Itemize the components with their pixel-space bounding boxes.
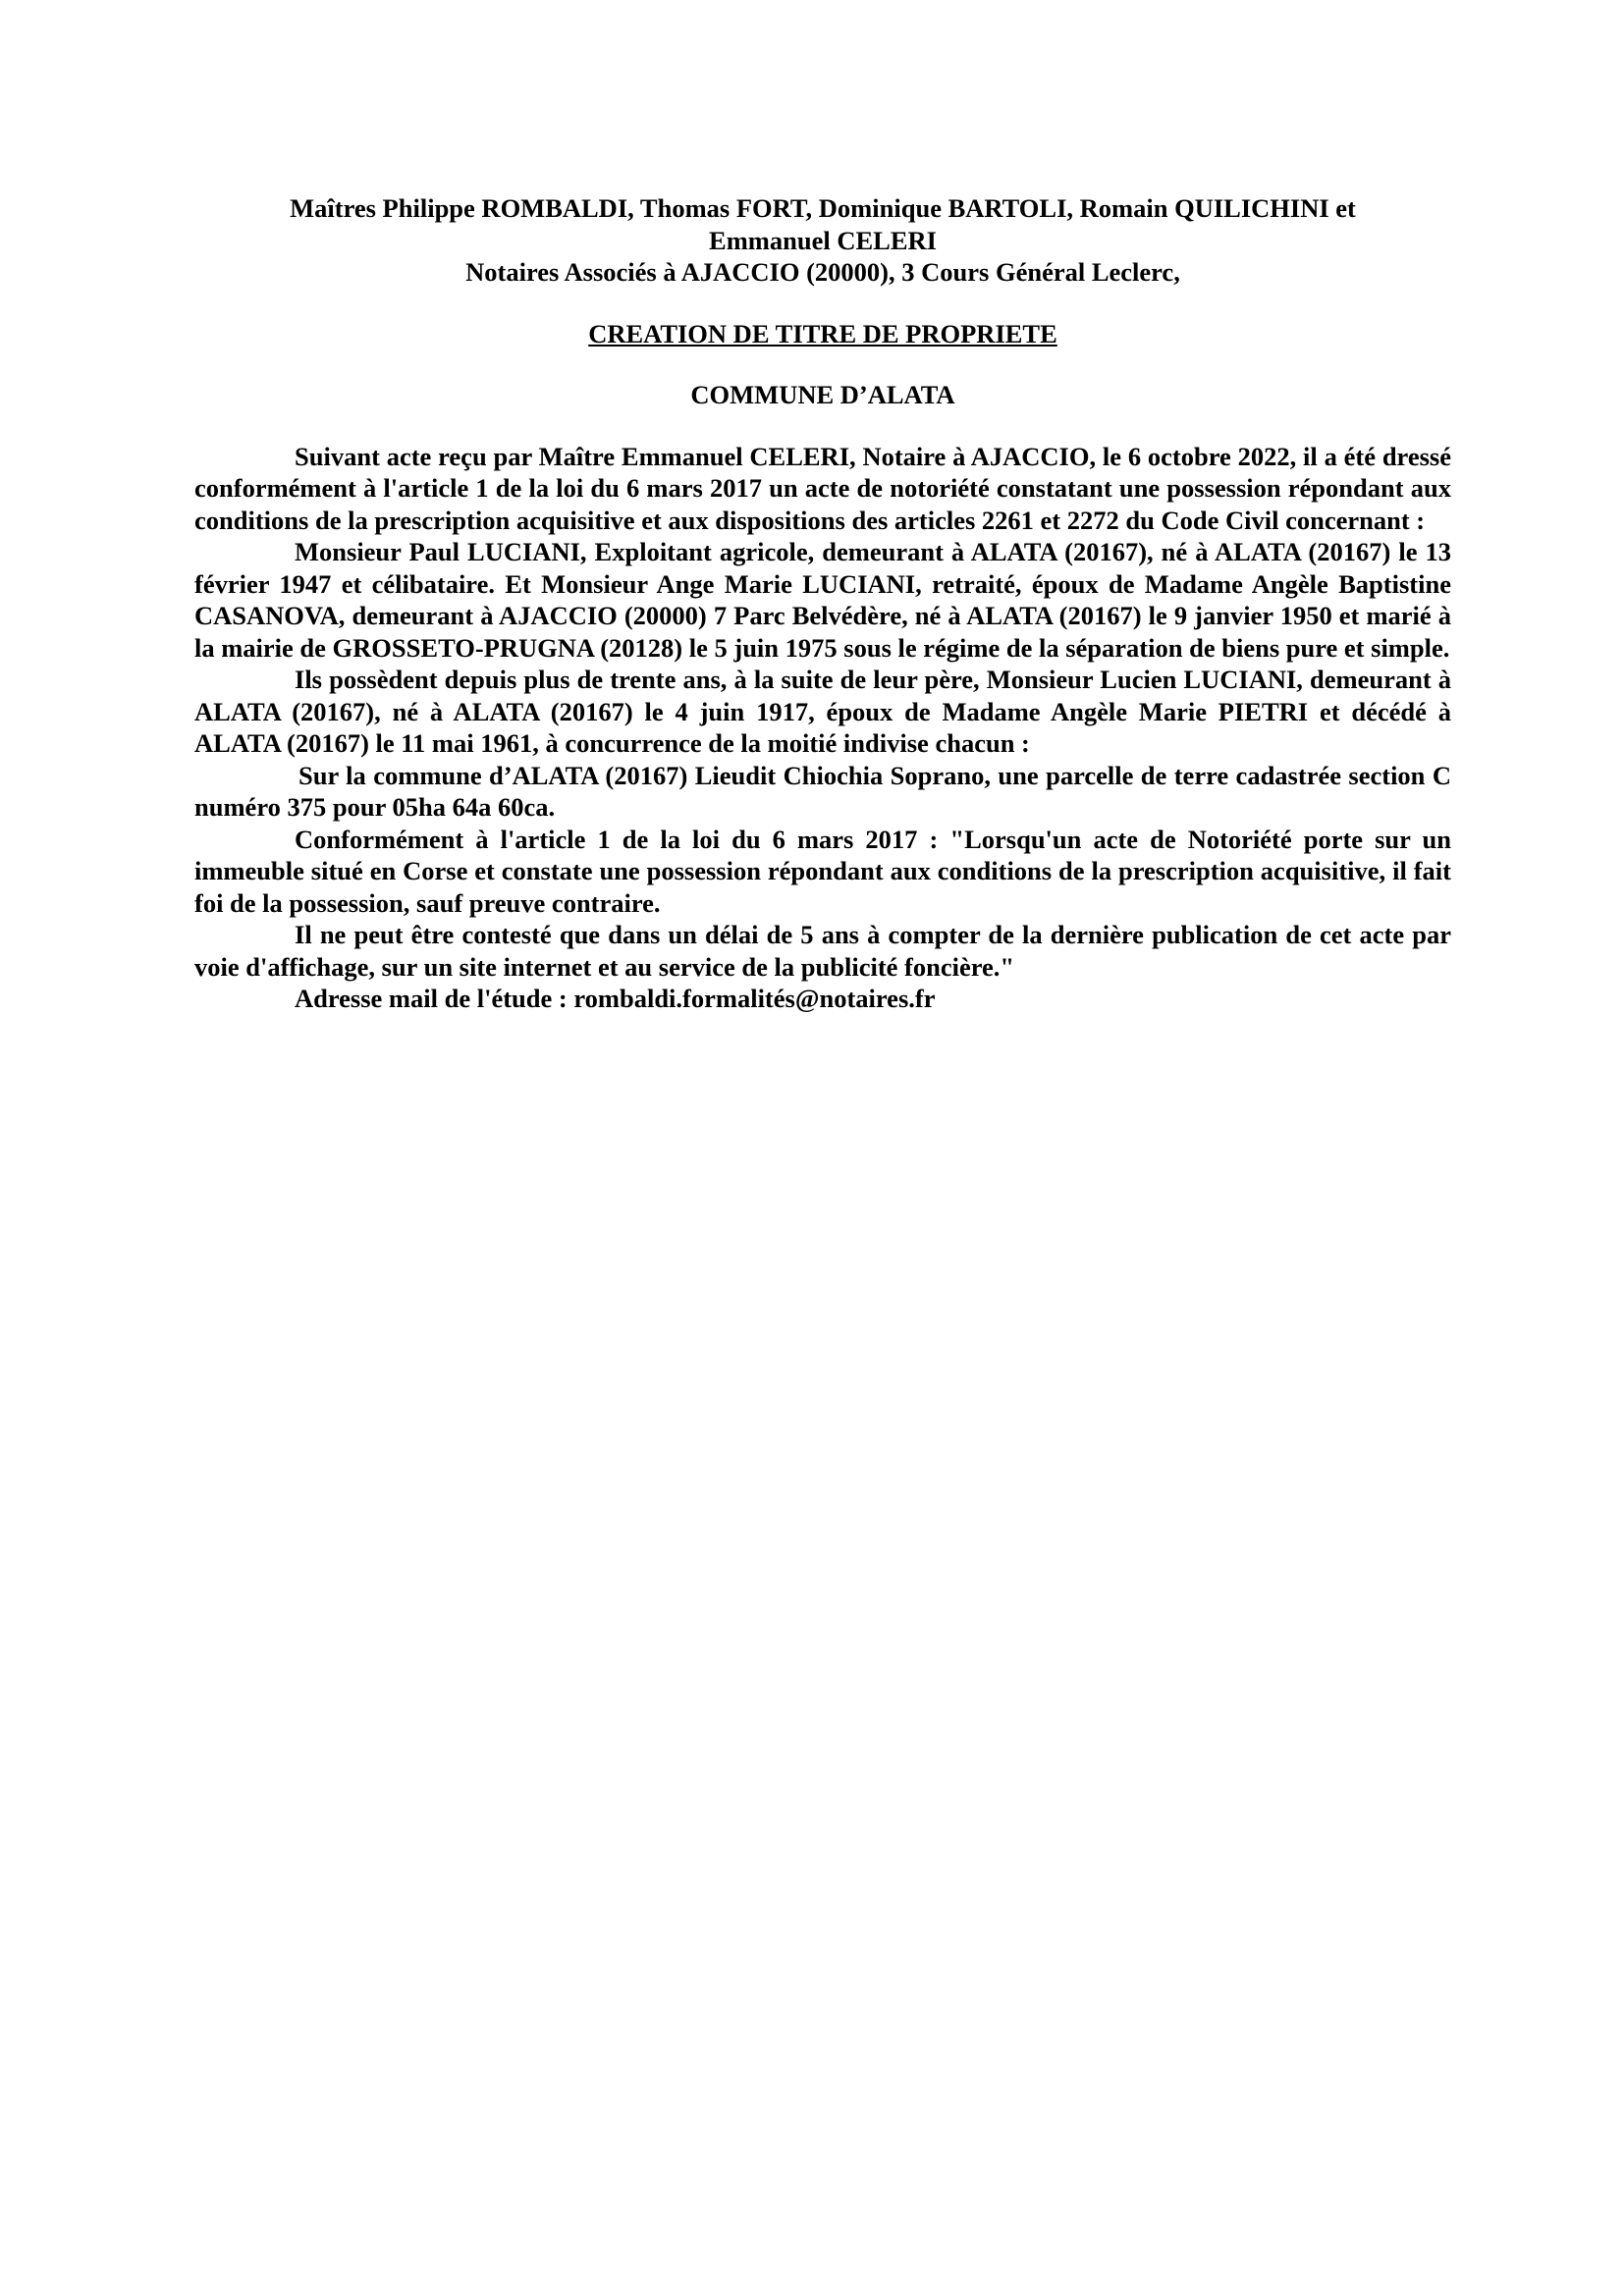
notary-header <box>194 192 1451 289</box>
header-office-address: Notaires Associés à AJACCIO (20000), 3 Cours Général Leclerc, <box>465 257 1180 287</box>
paragraph-law: Conformément à l'article 1 de la loi du 6 mars 2017 : "Lorsqu'un acte de Notoriété porte sur un immeuble situé en Corse et constate une possession répondant aux conditions de la prescription acquisitive, il fait foi de la possession, sauf preuve contraire. <box>194 824 1451 918</box>
paragraph-contest: Il ne peut être contesté que dans un délai de 5 ans à compter de la dernière publication de cet acte par voie d'affichage, sur un site internet et au service de la publicité foncière." <box>194 920 1451 982</box>
paragraph-act: Suivant acte reçu par Maître Emmanuel CELERI, Notaire à AJACCIO, le 6 octobre 2022, il a été dressé conformément à l'article 1 de la loi du 6 mars 2017 un acte de notoriété constatant une possession répondant aux conditions de la prescription acquisitive et aux dispositions des articles 2261 et 2272 du Code Civil concernant : <box>194 441 1451 535</box>
document-subtitle: COMMUNE D’ALATA <box>690 380 955 409</box>
paragraph-possession: Ils possèdent depuis plus de trente ans, à la suite de leur père, Monsieur Lucien LUCIANI, demeurant à ALATA (20167), né à ALATA (20167) le 4 juin 1917, époux de Madame Angèle Marie PIETRI et décédé à ALATA (20167) le 11 mai 1961, à concurrence de la moitié indivise chacun : <box>194 665 1451 758</box>
document-body <box>194 441 1451 1015</box>
paragraph-persons: Monsieur Paul LUCIANI, Exploitant agricole, demeurant à ALATA (20167), né à ALATA (20167) le 13 février 1947 et célibataire. Et Monsieur Ange Marie LUCIANI, retraité, époux de Madame Angèle Baptistine CASANOVA, demeurant à AJACCIO (20000) 7 Parc Belvédère, né à ALATA (20167) le 9 janvier 1950 et marié à la mairie de GROSSETO-PRUGNA (20128) le 5 juin 1975 sous le régime de la séparation de biens pure et simple. <box>194 537 1451 663</box>
header-notaries-line: Maîtres Philippe ROMBALDI, Thomas FORT, Dominique BARTOLI, Romain QUILICHINI et <box>290 193 1356 223</box>
document-title: CREATION DE TITRE DE PROPRIETE <box>588 318 1057 348</box>
document-content <box>194 192 1451 1015</box>
paragraph-parcel: Sur la commune d’ALATA (20167) Lieudit Chiochia Soprano, une parcelle de terre cadastrée section C numéro 375 pour 05ha 64a 60ca. <box>194 760 1451 822</box>
header-notaries-line-2: Emmanuel CELERI <box>709 225 937 255</box>
paragraph-email: Adresse mail de l'étude : rombaldi.formalités@notaires.fr <box>295 984 936 1013</box>
